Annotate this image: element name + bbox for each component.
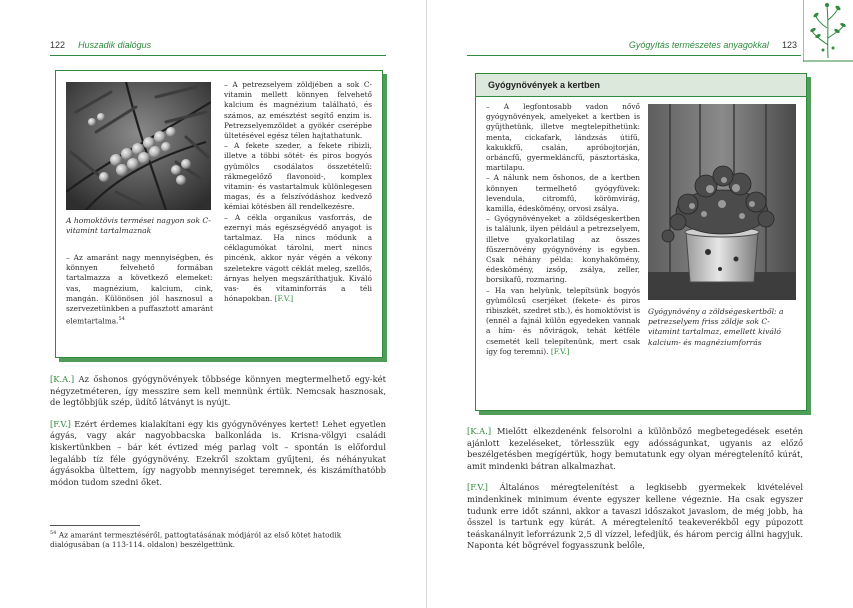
sea-buckthorn-image xyxy=(66,82,211,210)
paragraph-text: Általános méregtelenítést a legkisebb gyermekek kivételével mindenkinek minimum évente egyszer kellene végeznie. Ha csak egyszer tudunk erre időt szánni, akkor a tavaszi időszakot javaslom, de még jobb, ha ősszel is tartunk egy kúrát. A méregtelenítő teakeverékből egy púpozott teáskanálnyit leforrázunk 2,5 dl vízzel, lefedjük, és három percig állni hagyjuk. Naponta két bögrével fogyasszunk belőle, xyxy=(467,482,803,551)
paragraph-text: Az őshonos gyógynövények többsége könnyen megtermelhető egy-két négyzetméteren, így messzire sem kell mennünk értük. Nemcsak hasznosak, de legtöbbjük szép, üdítő látványt is nyújt. xyxy=(50,374,386,408)
author-tag: [K.A.] xyxy=(467,426,492,436)
footnote-text: Az amaránt termesztéséről, pattogtatásának módjáról az első kötet hatodik dialógusában (a 113-114. oldalon) beszélgettünk. xyxy=(50,530,342,550)
wild-herbs-text: – A legfontosabb vadon nővő gyógynövények, amelyeket a kertben is gyűjthetünk, illetve megtelepíthetünk: menta, cickafark, lándzsás útifű, kakukkfű, csalán, apróbojtorján, orbáncfű, gyermekláncfű, pásztortáska, martilapu. xyxy=(486,102,640,173)
header-rule xyxy=(50,55,386,56)
body-right xyxy=(467,426,803,562)
parsley-text: – A petrezselyem zöldjében a sok C-vitamin mellett könnyen felvehető kalcium és magnézium található, és számos, az emésztést segítő enzim is. Petrezselyemzöldet a gyökér cserépbe ültetésével egész télen hajtathatunk. xyxy=(224,80,372,141)
parsley-pot-photo xyxy=(648,104,796,300)
running-header-left xyxy=(50,40,151,50)
amaranth-text: – Az amaránt nagy mennyiségben, és könnyen felvehető formában tartalmazza a következő elemeket: vas, magnézium, kalcium, cink, mangán. Különösen jól hasznosul a szervezetünkben a puffasztott amaránt elemtartalma. xyxy=(66,253,213,326)
box-column xyxy=(486,102,640,357)
header-rule xyxy=(467,55,801,56)
berry-shrubs-text: – Ha van helyünk, telepítsünk bogyós gyümölcsű cserjéket (fekete- és piros ribiszkét, szedret stb.), és homoktövist is (ennél a fajnál külön egyedeken vannak a hím- és nővirágok, tehát kétféle csemetét kell telepítenünk, mert csak így fog teremni). xyxy=(486,285,640,356)
parsley-pot-image xyxy=(648,104,796,300)
page-number: 122 xyxy=(50,40,66,50)
author-tag: [F.V.] xyxy=(467,482,488,493)
paragraph-text: Ezért érdemes kialakítani egy kis gyógynövényes kertet! Lehet egyetlen ágyás, vagy akár nagyobbacska balkonláda is. Krisna-völgyi családi kiskertünkben – bár két évtized még parlag volt – spontán is előfordul legalább tíz féle gyógynövény. Ezekről szoktam gyűjteni, és néhányukat ágyásokba ültettem, így nagyobb mennyiséget teremnek, és kiszámíthatóbb módon tudom szedni őket. xyxy=(50,418,386,487)
running-title: Huszadik dialógus xyxy=(78,40,152,50)
beetroot-text: – A cékla organikus vasforrás, de ezernyi más egészségvédő anyagot is tartalmaz. Ha nincs módunk a céklagumókat tárolni, mert nincs pincénk, akkor nyár végén a vékony szeletekre vágott céklát meleg, szellős, árnyas helyen megszáríthatjuk. Kiváló vas- és vitaminforrás a téli hónapokban. xyxy=(224,212,372,304)
body-left xyxy=(50,374,386,498)
footnote-marker: 54 xyxy=(118,316,125,323)
running-title: Gyógyítás természetes anyagokkal xyxy=(628,40,769,50)
page-number: 123 xyxy=(781,40,797,50)
box-title: Gyógynövények a kertben xyxy=(476,74,806,97)
footnote-number: 54 xyxy=(50,530,57,536)
garden-herbs-text: – A nálunk nem őshonos, de a kertben könnyen termelhető gyógyfüvek: levendula, citromfű, körömvirág, kamilla, édeskömény, orvosi zsálya. xyxy=(486,173,640,214)
box-column-left xyxy=(66,253,213,327)
left-page xyxy=(0,0,426,608)
author-tag: [F.V.] xyxy=(550,346,570,356)
photo-caption-right: Gyógynövény a zöldségeskertből: a petrezselyem friss zöldje sok C-vitamint tartalmaz, emellett kiváló kalcium- és magnéziumforrás xyxy=(648,307,784,347)
photo-caption-left: A homoktövis termései nagyon sok C-vitamint tartalmaznak xyxy=(66,216,211,236)
running-header-right xyxy=(629,40,797,50)
footnote xyxy=(50,528,390,550)
author-tag: [F.V.] xyxy=(50,418,71,429)
author-tag: [K.A.] xyxy=(50,374,75,384)
right-page xyxy=(427,0,853,608)
paragraph-text: Mielőtt elkezdenénk felsorolni a különböző megbetegedések esetén ajánlott kezeléseket, törlesszük egy adósságunkat, ugyanis az előző beszélgetésben megígértük, hogy bemutatunk egy olyan méregtelenítő kúrát, amit mindenki bátran alkalmazhat. xyxy=(467,426,803,471)
footnote-rule xyxy=(50,525,140,526)
author-tag: [F.V.] xyxy=(274,294,294,304)
vegetable-herbs-text: – Gyógynövényeket a zöldségeskertben is találunk, ilyen például a petrezselyem, illetve gyakorlatilag az összes fűszernövény gyógynövény is egyben. Csak néhány példa: konyhakömény, édeskömény, izsóp, zsálya, zeller, borsikafű, rozmaring. xyxy=(486,214,640,285)
sidebar-box-left xyxy=(55,70,383,358)
berries-text: – A fekete szeder, a fekete ribizli, illetve a többi sötét- és piros bogyós gyümölcs csodálatos összetételű: rákmegelőző flavonoid-, komplex vitamin- és vastartalmuk különlegesen magas, és a felszívódáshoz kedvező kémiai kötésben áll rendelkezésre. xyxy=(224,141,372,212)
sea-buckthorn-photo xyxy=(66,82,211,210)
herb-illustration-icon xyxy=(803,0,853,62)
sidebar-box-right xyxy=(475,73,807,411)
box-column-right xyxy=(224,80,372,304)
